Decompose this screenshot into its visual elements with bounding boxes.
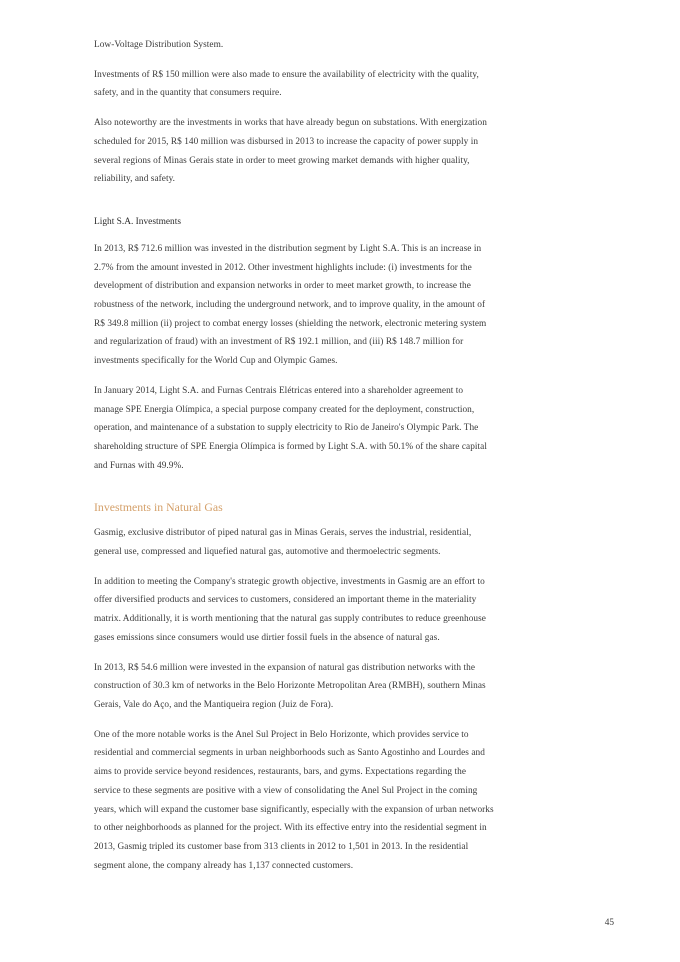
natural-gas-heading: Investments in Natural Gas (94, 500, 223, 515)
paragraph-spe-energia-olimpica: In January 2014, Light S.A. and Furnas Centrais Elétricas entered into a shareholder agreement to manage SPE Energia Olímpica, a special purpose company created for the deployment, construction, operation, and maintenance of a substation to supply electricity to Rio de Janeiro's Olympic Park. The shareholding structure of SPE Energia Olímpica is formed by Light S.A. with 50.1% of the share capital and Furnas with 49.9%. (94, 385, 487, 471)
light-investments-heading: Light S.A. Investments (94, 216, 181, 227)
paragraph-light-2013: In 2013, R$ 712.6 million was invested in the distribution segment by Light S.A. This is an increase in 2.7% from the amount invested in 2012. Other investment highlights include: (i) investments for the development of distribution and expansion networks in order to meet market growth, to increase the robustness of the network, including the underground network, and to improve quality, in the amount of R$ 349.8 million (ii) project to combat energy losses (shielding the network, electronic metering system and regularization of fraud) with an investment of R$ 192.1 million, and (iii) R$ 148.7 million for investments specifically for the World Cup and Olympic Games. (94, 243, 487, 367)
paragraph-gasmig-segments: Gasmig, exclusive distributor of piped natural gas in Minas Gerais, serves the industrial, residential, general use, compressed and liquefied natural gas, automotive and thermoelectric segments. (94, 528, 472, 558)
page-number: 45 (604, 918, 614, 928)
paragraph-anel-sul-project: One of the more notable works is the Anel Sul Project in Belo Horizonte, which provides service to residential and commercial segments in urban neighborhoods such as Santo Agostinho and Lourdes and aims to provide service beyond residences, restaurants, bars, and gyms. Expectations regarding the service to these segments are positive with a view of consolidating the Anel Sul Project in the coming years, which will expand the customer base significantly, especially with the expansion of urban networks to other neighborhoods as planned for the project. With its effective entry into the residential segment in 2013, Gasmig tripled its customer base from 313 clients in 2012 to 1,501 in 2013. In the residential segment alone, the company already has 1,137 connected customers. (94, 729, 494, 871)
paragraph-distribution-quality: Investments of R$ 150 million were also made to ensure the availability of electricity with the quality, safety, and in the quantity that consumers require. (94, 69, 479, 99)
paragraph-gasmig-strategy: In addition to meeting the Company's strategic growth objective, investments in Gasmig are an effort to offer diversified products and services to customers, considered an important theme in the materiality matrix. Additionally, it is worth mentioning that the natural gas supply contributes to reduce greenhouse gases emissions since consumers would use dirtier fossil fuels in the absence of natural gas. (94, 576, 486, 643)
paragraph-substations: Also noteworthy are the investments in works that have already begun on substations. With energization scheduled for 2015, R$ 140 million was disbursed in 2013 to increase the capacity of power supply in several regions of Minas Gerais state in order to meet growing market demands with higher quality, reliability, and safety. (94, 118, 487, 185)
document-body (94, 36, 494, 886)
paragraph-gas-networks-2013: In 2013, R$ 54.6 million were invested in the expansion of natural gas distribution networks with the construction of 30.3 km of networks in the Belo Horizonte Metropolitan Area (RMBH), southern Minas Gerais, Vale do Aço, and the Mantiqueira region (Juiz de Fora). (94, 662, 486, 710)
intro-line: Low-Voltage Distribution System. (94, 40, 224, 50)
